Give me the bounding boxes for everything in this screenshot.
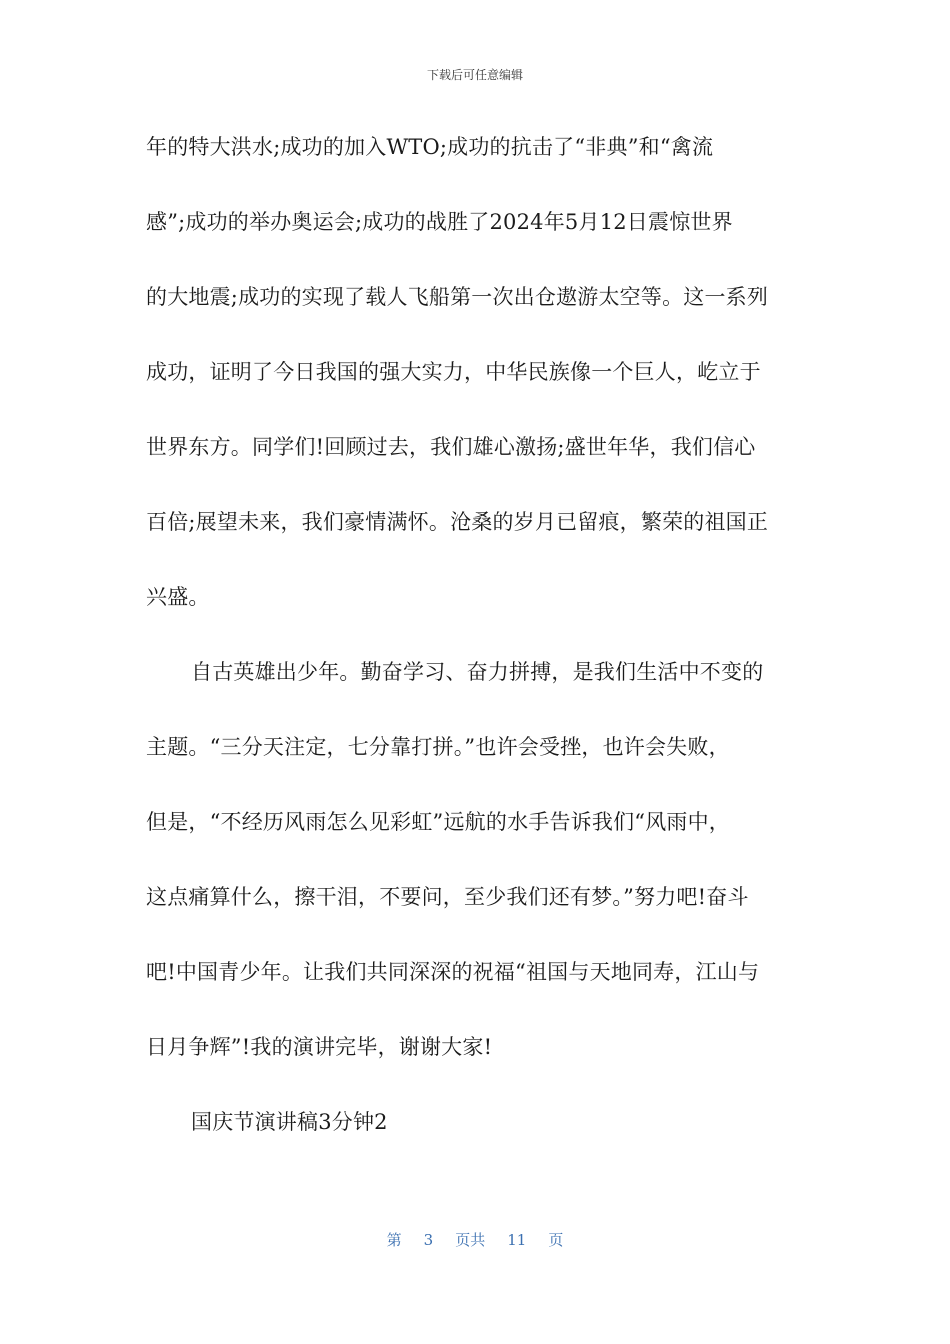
paragraph-line: 但是，“不经历风雨怎么见彩虹”远航的水手告诉我们“风雨中， <box>146 810 731 834</box>
paragraph-line: 这点痛算什么，擦干泪，不要问，至少我们还有梦。”努力吧!奋斗 <box>146 885 749 909</box>
paragraph-line: 自古英雄出少年。勤奋学习、奋力拼搏，是我们生活中不变的 <box>191 660 764 684</box>
paragraph-line: 吧!中国青少年。让我们共同深深的祝福“祖国与天地同寿，江山与 <box>146 960 760 984</box>
paragraph-line: 世界东方。同学们!回顾过去，我们雄心激扬;盛世年华，我们信心 <box>146 435 756 459</box>
document-body <box>146 128 806 1178</box>
paragraph-line: 日月争辉”!我的演讲完毕，谢谢大家! <box>146 1035 493 1059</box>
paragraph-line: 兴盛。 <box>146 585 210 609</box>
footer-prefix: 第 <box>386 1231 402 1249</box>
paragraph-line: 年的特大洪水;成功的加入WTO;成功的抗击了“非典”和“禽流 <box>146 135 714 159</box>
footer-total-pages: 11 <box>507 1231 527 1249</box>
footer-suffix: 页 <box>548 1231 564 1249</box>
footer-page-number: 3 <box>423 1231 434 1249</box>
page-header: 下载后可任意编辑 <box>426 68 523 82</box>
paragraph-line: 百倍;展望未来，我们豪情满怀。沧桑的岁月已留痕，繁荣的祖国正 <box>146 510 769 534</box>
paragraph-line: 主题。“三分天注定，七分靠打拼。”也许会受挫，也许会失败， <box>146 735 730 759</box>
footer-middle: 页共 <box>455 1231 486 1249</box>
section-heading: 国庆节演讲稿3分钟2 <box>191 1110 388 1134</box>
paragraph-line: 感”;成功的举办奥运会;成功的战胜了2024年5月12日震惊世界 <box>146 210 733 234</box>
paragraph-line: 的大地震;成功的实现了载人飞船第一次出仓遨游太空等。这一系列 <box>146 285 769 309</box>
paragraph-line: 成功，证明了今日我国的强大实力，中华民族像一个巨人，屹立于 <box>146 360 761 384</box>
page-footer <box>0 1229 950 1250</box>
